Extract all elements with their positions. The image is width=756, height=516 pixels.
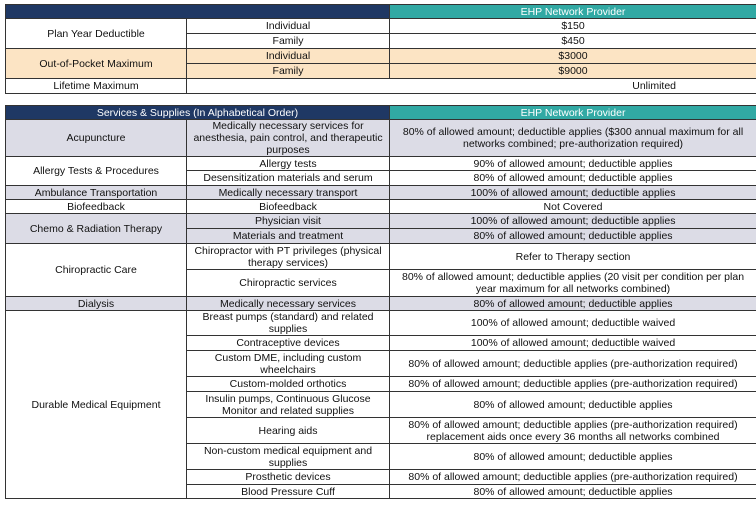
coverage-value: 80% of allowed amount; deductible applies (pre-authorization required) replacement aids once every 36 months all networks combined [390, 418, 756, 444]
tier-label: Family [187, 34, 390, 49]
coverage-value: 80% of allowed amount; deductible applies [390, 392, 756, 418]
service-item: Chiropractor with PT privileges (physical therapy services) [187, 244, 390, 270]
coverage-value: 80% of allowed amount; deductible applies (pre-authorization required) [390, 377, 756, 392]
tier-value: $3000 [390, 49, 756, 64]
coverage-value: 80% of allowed amount; deductible applies [390, 171, 756, 186]
tier-value: $150 [390, 19, 756, 34]
service-item: Medically necessary transport [187, 186, 390, 200]
tier-label: Family [187, 64, 390, 79]
service-item: Desensitization materials and serum [187, 171, 390, 186]
service-category: Ambulance Transportation [6, 186, 187, 200]
table-row [6, 200, 756, 214]
service-category: Allergy Tests & Procedures [6, 157, 187, 186]
service-category: Chemo & Radiation Therapy [6, 214, 187, 244]
service-item: Prosthetic devices [187, 470, 390, 485]
service-category: Durable Medical Equipment [6, 311, 187, 499]
service-item: Allergy tests [187, 157, 390, 171]
service-category: Biofeedback [6, 200, 187, 214]
services-table [5, 105, 756, 499]
service-category: Chiropractic Care [6, 244, 187, 297]
coverage-value: 80% of allowed amount; deductible applies ($300 annual maximum for all networks combined; pre-authorization required) [390, 120, 756, 157]
service-item: Contraceptive devices [187, 336, 390, 351]
table-row [6, 297, 756, 311]
summary-header: EHP Network Provider [390, 5, 756, 19]
coverage-value: 100% of allowed amount; deductible waived [390, 311, 756, 336]
tier-label: Individual [187, 49, 390, 64]
provider-header: EHP Network Provider [390, 106, 756, 120]
tier-value: $9000 [390, 64, 756, 79]
coverage-value: 80% of allowed amount; deductible applies [390, 485, 756, 499]
oop-max-label: Out-of-Pocket Maximum [6, 49, 187, 79]
coverage-value: Refer to Therapy section [390, 244, 756, 270]
service-item: Breast pumps (standard) and related supplies [187, 311, 390, 336]
coverage-value: 100% of allowed amount; deductible applies [390, 214, 756, 229]
table-row [6, 120, 756, 157]
coverage-value: 100% of allowed amount; deductible applies [390, 186, 756, 200]
service-item: Non-custom medical equipment and supplies [187, 444, 390, 470]
coverage-value: 80% of allowed amount; deductible applies [390, 444, 756, 470]
coverage-value: 80% of allowed amount; deductible applies [390, 297, 756, 311]
summary-header-blank [6, 5, 390, 19]
table-row [6, 214, 756, 229]
services-header: Services & Supplies (In Alphabetical Order) [6, 106, 390, 120]
deductible-label: Plan Year Deductible [6, 19, 187, 49]
service-category: Dialysis [6, 297, 187, 311]
coverage-value: 90% of allowed amount; deductible applies [390, 157, 756, 171]
tier-label: Individual [187, 19, 390, 34]
table-row [6, 186, 756, 200]
service-item: Medically necessary services [187, 297, 390, 311]
service-item: Blood Pressure Cuff [187, 485, 390, 499]
coverage-value: 80% of allowed amount; deductible applies (pre-authorization required) [390, 470, 756, 485]
service-item: Medically necessary services for anesthesia, pain control, and therapeutic purposes [187, 120, 390, 157]
coverage-value: 80% of allowed amount; deductible applies (pre-authorization required) [390, 351, 756, 377]
lifetime-value: Unlimited [187, 79, 756, 94]
service-item: Biofeedback [187, 200, 390, 214]
lifetime-label: Lifetime Maximum [6, 79, 187, 94]
coverage-value: 100% of allowed amount; deductible waived [390, 336, 756, 351]
coverage-value: 80% of allowed amount; deductible applies [390, 229, 756, 244]
service-item: Materials and treatment [187, 229, 390, 244]
service-item: Insulin pumps, Continuous Glucose Monitor and related supplies [187, 392, 390, 418]
table-row [6, 244, 756, 270]
tier-value: $450 [390, 34, 756, 49]
summary-table [5, 4, 756, 94]
service-item: Physician visit [187, 214, 390, 229]
coverage-value: Not Covered [390, 200, 756, 214]
service-item: Custom DME, including custom wheelchairs [187, 351, 390, 377]
service-item: Hearing aids [187, 418, 390, 444]
service-category: Acupuncture [6, 120, 187, 157]
table-row [6, 157, 756, 171]
table-row [6, 311, 756, 336]
service-item: Chiropractic services [187, 270, 390, 297]
service-item: Custom-molded orthotics [187, 377, 390, 392]
coverage-value: 80% of allowed amount; deductible applies (20 visit per condition per plan year maximum for all networks combined) [390, 270, 756, 297]
